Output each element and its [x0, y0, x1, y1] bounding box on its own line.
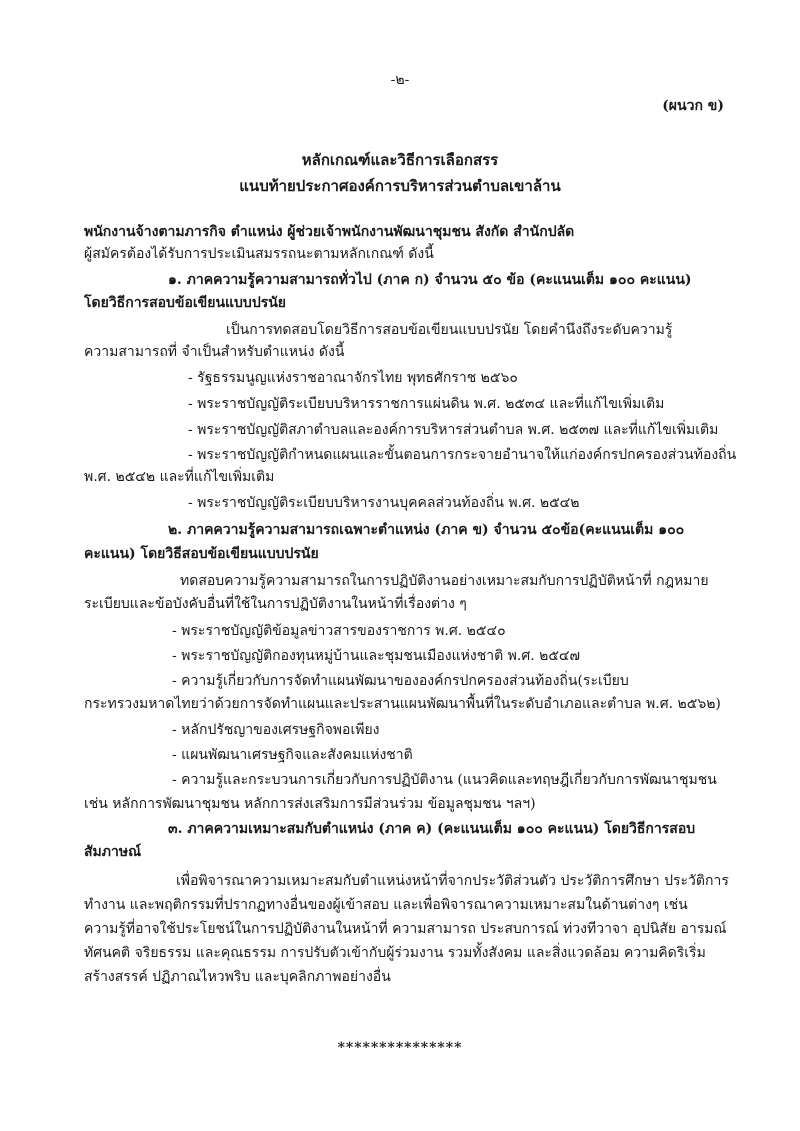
section2-desc-line-1: ทดสอบความรู้ความสามารถในการปฏิบัติงานอย่างเหมาะสมกับการปฏิบัติหน้าที่ กฎหมาย	[180, 573, 709, 589]
section1-item-4-line-2: พ.ศ. ๒๕๔๒ และที่แก้ไขเพิ่มเติม	[84, 469, 275, 485]
section1-item-4-line-1: - พระราชบัญญัติกำหนดแผนและขั้นตอนการกระจายอำนาจให้แก่องค์กรปกครองส่วนท้องถิ่น	[188, 447, 737, 463]
section2-item-6-line-2: เช่น หลักการพัฒนาชุมชน หลักการส่งเสริมการมีส่วนร่วม ข้อมูลชุมชน ฯลฯ)	[84, 796, 536, 812]
section3-desc-line-2: ทำงาน และพฤติกรรมที่ปรากฏทางอื่นของผู้เข้าสอบ และเพื่อพิจารณาความเหมาะสมในด้านต่างๆ เช่น	[84, 897, 688, 913]
section2-item-6-line-1: - ความรู้และกระบวนการเกี่ยวกับการปฏิบัติงาน (แนวคิดและทฤษฎีเกี่ยวกับการพัฒนาชุมชน	[172, 772, 717, 788]
section1-heading-line-2: โดยวิธีการสอบข้อเขียนแบบปรนัย	[84, 295, 287, 311]
section2-item-5: - แผนพัฒนาเศรษฐกิจและสังคมแห่งชาติ	[172, 747, 413, 763]
section2-item-4: - หลักปรัชญาของเศรษฐกิจพอเพียง	[172, 722, 380, 738]
section2-desc-line-2: ระเบียบและข้อบังคับอื่นที่ใช้ในการปฏิบัติงานในหน้าที่เรื่องต่าง ๆ	[84, 596, 467, 612]
section2-item-1: - พระราชบัญญัติข้อมูลข่าวสารของราชการ พ.ศ. ๒๕๔๐	[172, 623, 506, 639]
intro-text: ผู้สมัครต้องได้รับการประเมินสมรรถนะตามหลักเกณฑ์ ดังนี้	[84, 246, 434, 262]
position-heading: พนักงานจ้างตามภารกิจ ตำแหน่ง ผู้ช่วยเจ้าพนักงานพัฒนาชุมชน สังกัด สำนักปลัด	[84, 224, 575, 240]
section2-heading-line-1: ๒. ภาคความรู้ความสามารถเฉพาะตำแหน่ง (ภาค ข) จำนวน ๕๐ข้อ(คะแนนเต็ม ๑๐๐	[168, 522, 685, 538]
title-line-1: หลักเกณฑ์และวิธีการเลือกสรร	[301, 151, 499, 169]
section3-desc-line-4: ทัศนคติ จริยธรรม และคุณธรรม การปรับตัวเข้ากับผู้ร่วมงาน รวมทั้งสังคม และสิ่งแวดล้อม ความคิดริเริ่ม	[84, 945, 706, 961]
section1-item-1: - รัฐธรรมนูญแห่งราชอาณาจักรไทย พุทธศักราช ๒๕๖๐	[188, 370, 518, 386]
section1-heading-line-1: ๑. ภาคความรู้ความสามารถทั่วไป (ภาค ก) จำนวน ๕๐ ข้อ (คะแนนเต็ม ๑๐๐ คะแนน)	[168, 272, 692, 288]
section1-item-2: - พระราชบัญญัติระเบียบบริหารราชการแผ่นดิน พ.ศ. ๒๕๓๔ และที่แก้ไขเพิ่มเติม	[188, 396, 665, 412]
title-line-2: แนบท้ายประกาศองค์การบริหารส่วนตำบลเขาล้าน	[239, 177, 561, 195]
section3-desc-line-5: สร้างสรรค์ ปฏิภาณไหวพริบ และบุคลิกภาพอย่างอื่น	[84, 969, 391, 985]
section2-heading-line-2: คะแนน) โดยวิธีสอบข้อเขียนแบบปรนัย	[84, 546, 319, 562]
section3-heading-line-2: สัมภาษณ์	[84, 844, 142, 860]
annex-label: (ผนวก ข)	[662, 98, 724, 114]
end-mark: ***************	[337, 1040, 463, 1056]
section2-item-2: - พระราชบัญญัติกองทุนหมู่บ้านและชุมชนเมืองแห่งชาติ พ.ศ. ๒๕๔๗	[172, 648, 581, 664]
section1-item-3: - พระราชบัญญัติสภาตำบลและองค์การบริหารส่วนตำบล พ.ศ. ๒๕๓๗ และที่แก้ไขเพิ่มเติม	[188, 422, 719, 438]
page-number: -๒-	[390, 72, 410, 88]
section1-desc-line-2: ความสามารถที่ จำเป็นสำหรับตำแหน่ง ดังนี้	[84, 344, 345, 360]
section3-desc-line-3: ความรู้ที่อาจใช้ประโยชน์ในการปฏิบัติงานในหน้าที่ ความสามารถ ประสบการณ์ ท่วงทีวาจา อุปนิสัย อารมณ์	[84, 921, 727, 937]
section1-item-5: - พระราชบัญญัติระเบียบบริหารงานบุคคลส่วนท้องถิ่น พ.ศ. ๒๕๔๒	[188, 495, 580, 511]
section1-desc-line-1: เป็นการทดสอบโดยวิธีการสอบข้อเขียนแบบปรนัย โดยคำนึงถึงระดับความรู้	[226, 322, 673, 338]
section2-item-3-line-1: - ความรู้เกี่ยวกับการจัดทำแผนพัฒนาขององค์กรปกครองส่วนท้องถิ่น(ระเบียบ	[172, 673, 629, 689]
section3-heading-line-1: ๓. ภาคความเหมาะสมกับตำแหน่ง (ภาค ค) (คะแนนเต็ม ๑๐๐ คะแนน) โดยวิธีการสอบ	[168, 821, 696, 837]
section3-desc-line-1: เพื่อพิจารณาความเหมาะสมกับตำแหน่งหน้าที่จากประวัติส่วนตัว ประวัติการศึกษา ประวัติการ	[176, 873, 729, 889]
section2-item-3-line-2: กระทรวงมหาดไทยว่าด้วยการจัดทำแผนและประสานแผนพัฒนาพื้นที่ในระดับอำเภอและตำบล พ.ศ. ๒๕๖๒)	[84, 696, 721, 712]
